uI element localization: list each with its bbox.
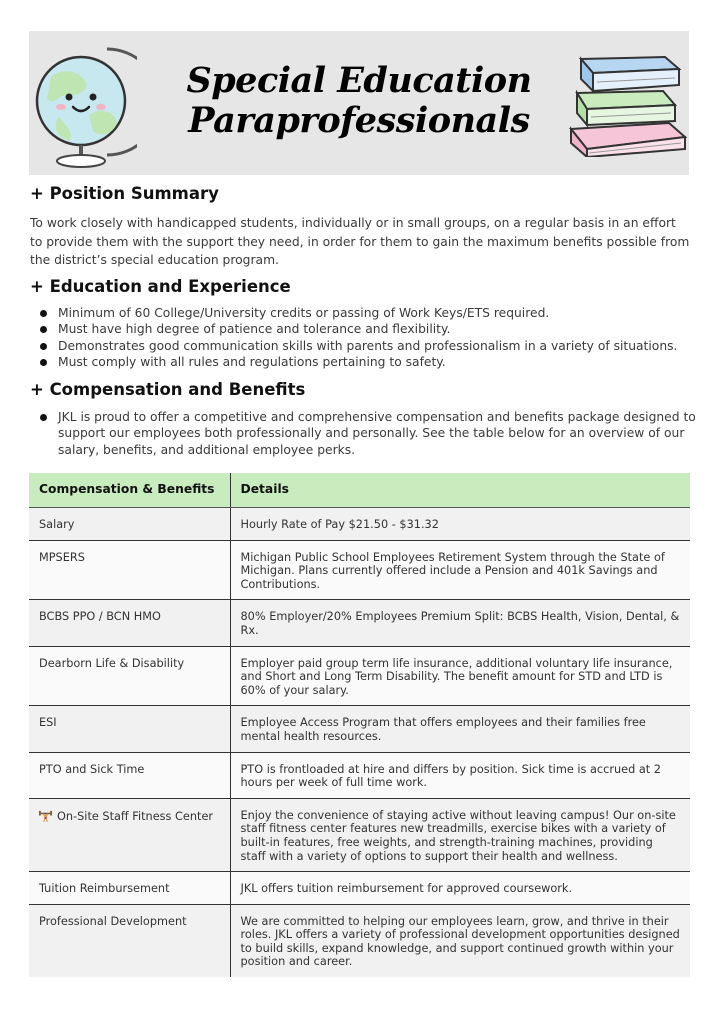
list-item: Minimum of 60 College/University credits or passing of Work Keys/ETS required.: [30, 305, 696, 321]
title-line-1: Special Education: [186, 60, 532, 101]
list-item: Demonstrates good communication skills with parents and professionalism in a variety of situations.: [30, 338, 696, 354]
benefit-name: Professional Development: [29, 904, 230, 977]
position-summary-text: To work closely with handicapped students, individually or in small groups, on a regular basis in an effort to provide them with the support they need, in order for them to gain the maximum benefits possible from the district’s special education program.: [30, 216, 690, 267]
benefits-table: [29, 473, 690, 977]
benefit-name: PTO and Sick Time: [29, 752, 230, 798]
table-row: [29, 646, 690, 706]
table-row: [29, 508, 690, 541]
benefit-detail: Enjoy the convenience of staying active without leaving campus! Our on-site staff fitness center features new treadmills, exercise bikes with a variety of built-in features, free weights, and strength-training machines, providing staff with a variety of options to support their health and wellness.: [230, 798, 690, 871]
page-title: [149, 61, 569, 141]
benefit-name: ESI: [29, 706, 230, 752]
list-item: Must have high degree of patience and tolerance and flexibility.: [30, 321, 696, 337]
benefit-detail: Michigan Public School Employees Retirement System through the State of Michigan. Plans currently offered include a Pension and 401k Savings and Contributions.: [230, 540, 690, 600]
table-row: [29, 872, 690, 905]
table-row: [29, 540, 690, 600]
column-header-details: Details: [230, 473, 690, 508]
table-row: [29, 600, 690, 646]
header-banner: [29, 31, 689, 175]
column-header-benefit: Compensation & Benefits: [29, 473, 230, 508]
table-header-row: [29, 473, 690, 508]
benefit-name: MPSERS: [29, 540, 230, 600]
table-row: [29, 752, 690, 798]
benefit-name: Dearborn Life & Disability: [29, 646, 230, 706]
benefit-detail: PTO is frontloaded at hire and differs by position. Sick time is accrued at 2 hours per week of full time work.: [230, 752, 690, 798]
benefit-name: On-Site Staff Fitness Center: [57, 809, 214, 823]
benefit-detail: JKL offers tuition reimbursement for approved coursework.: [230, 872, 690, 905]
table-row: [29, 798, 690, 871]
benefit-name-cell: [29, 798, 230, 871]
table-row: [29, 706, 690, 752]
position-summary-heading: + Position Summary: [30, 184, 219, 203]
book-stack-icon: [565, 53, 689, 157]
benefit-detail: Hourly Rate of Pay $21.50 - $31.32: [230, 508, 690, 541]
benefit-name: Salary: [29, 508, 230, 541]
weightlifter-icon: [39, 809, 52, 822]
list-item: Must comply with all rules and regulations pertaining to safety.: [30, 354, 696, 370]
benefit-name: Tuition Reimbursement: [29, 872, 230, 905]
benefit-detail: Employer paid group term life insurance, additional voluntary life insurance, and Short and Long Term Disability. The benefit amount for STD and LTD is 60% of your salary.: [230, 646, 690, 706]
table-row: [29, 904, 690, 977]
globe-icon: [29, 37, 137, 169]
list-item: JKL is proud to offer a competitive and comprehensive compensation and benefits package designed to support our employees both professionally and personally. See the table below for an overview of our salary, benefits, and additional employee perks.: [30, 409, 696, 458]
compensation-list: [30, 409, 696, 458]
compensation-heading: + Compensation and Benefits: [30, 380, 306, 399]
education-heading: + Education and Experience: [30, 277, 291, 296]
education-list: [30, 305, 696, 370]
benefit-detail: We are committed to helping our employees learn, grow, and thrive in their roles. JKL offers a variety of professional development opportunities designed to build skills, expand knowledge, and support continued growth within your position and career.: [230, 904, 690, 977]
benefit-detail: 80% Employer/20% Employees Premium Split: BCBS Health, Vision, Dental, & Rx.: [230, 600, 690, 646]
benefit-detail: Employee Access Program that offers employees and their families free mental health resources.: [230, 706, 690, 752]
title-line-2: Paraprofessionals: [188, 100, 530, 141]
benefit-name: BCBS PPO / BCN HMO: [29, 600, 230, 646]
